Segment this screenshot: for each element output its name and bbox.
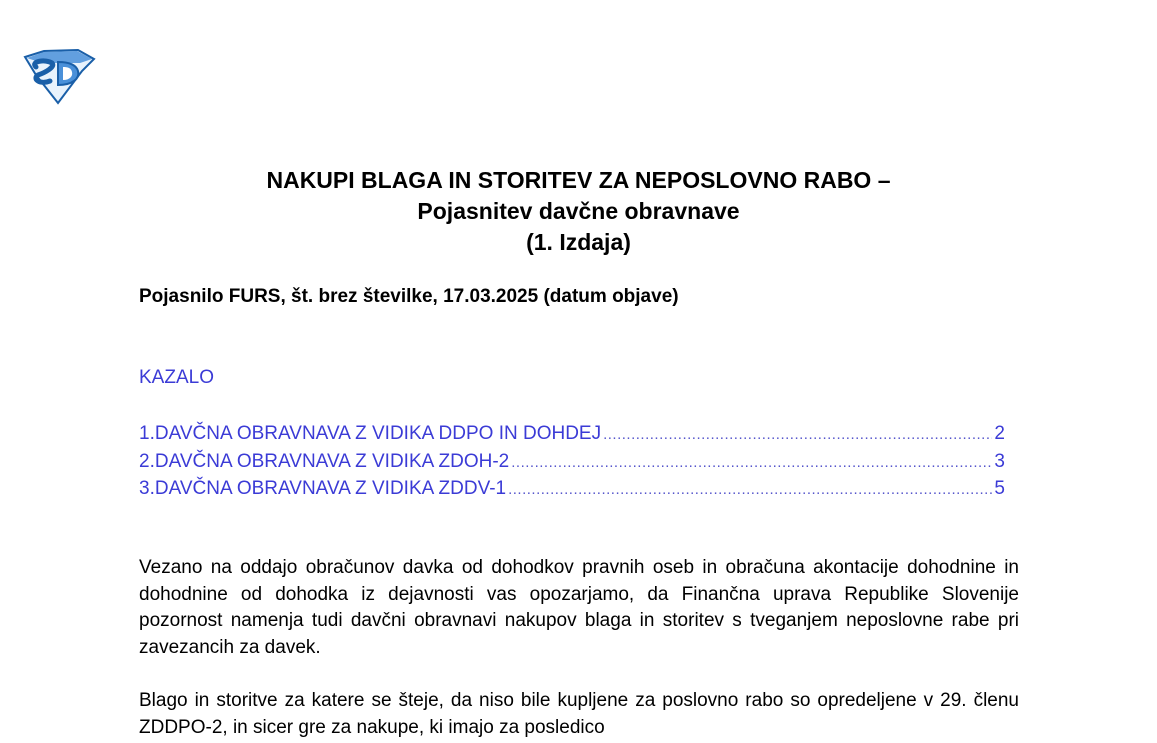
toc-item-label: 2.DAVČNA OBRAVNAVA Z VIDIKA ZDOH-2 bbox=[139, 450, 510, 472]
toc-item-page: 5 bbox=[994, 478, 1005, 499]
toc-item-label: 3.DAVČNA OBRAVNAVA Z VIDIKA ZDDV-1 bbox=[139, 478, 507, 499]
table-of-contents bbox=[139, 421, 1005, 504]
document-title bbox=[0, 165, 1157, 258]
body-paragraph-1: Vezano na oddajo obračunov davka od dohodkov pravnih oseb in obračuna akontacije dohodnine in dohodnine od dohodka iz dejavnosti vas opozarjamo, da Finančna uprava Republike Slovenije pozornost namenja tudi davčni obravnavi nakupov blaga in storitev s tveganjem neposlovne rabe pri zavezancih za davek. bbox=[139, 557, 1019, 658]
title-line-3: (1. Izdaja) bbox=[526, 229, 631, 255]
toc-heading: KAZALO bbox=[139, 367, 214, 388]
toc-leader-dots bbox=[511, 450, 992, 477]
toc-leader-dots bbox=[603, 422, 992, 449]
toc-item-3[interactable] bbox=[139, 476, 1005, 504]
toc-item-page: 2 bbox=[994, 423, 1005, 444]
toc-item-1[interactable] bbox=[139, 421, 1005, 449]
title-line-2: Pojasnitev davčne obravnave bbox=[417, 198, 740, 224]
toc-item-page: 3 bbox=[994, 450, 1005, 472]
toc-item-2[interactable] bbox=[139, 449, 1005, 477]
toc-item-label: 1.DAVČNA OBRAVNAVA Z VIDIKA DDPO IN DOHDEJ bbox=[139, 423, 602, 444]
toc-leader-dots bbox=[508, 477, 992, 504]
body-paragraph-2: Blago in storitve za katere se šteje, da niso bile kupljene za poslovno rabo so opredeljene v 29. členu ZDDPO-2, in sicer gre za nakupe, ki imajo za posledico bbox=[139, 690, 1019, 738]
document-subtitle: Pojasnilo FURS, št. brez številke, 17.03.2025 (datum objave) bbox=[139, 286, 679, 307]
title-line-1: NAKUPI BLAGA IN STORITEV ZA NEPOSLOVNO RABO – bbox=[266, 167, 891, 193]
sd-shield-logo-icon bbox=[22, 47, 96, 105]
